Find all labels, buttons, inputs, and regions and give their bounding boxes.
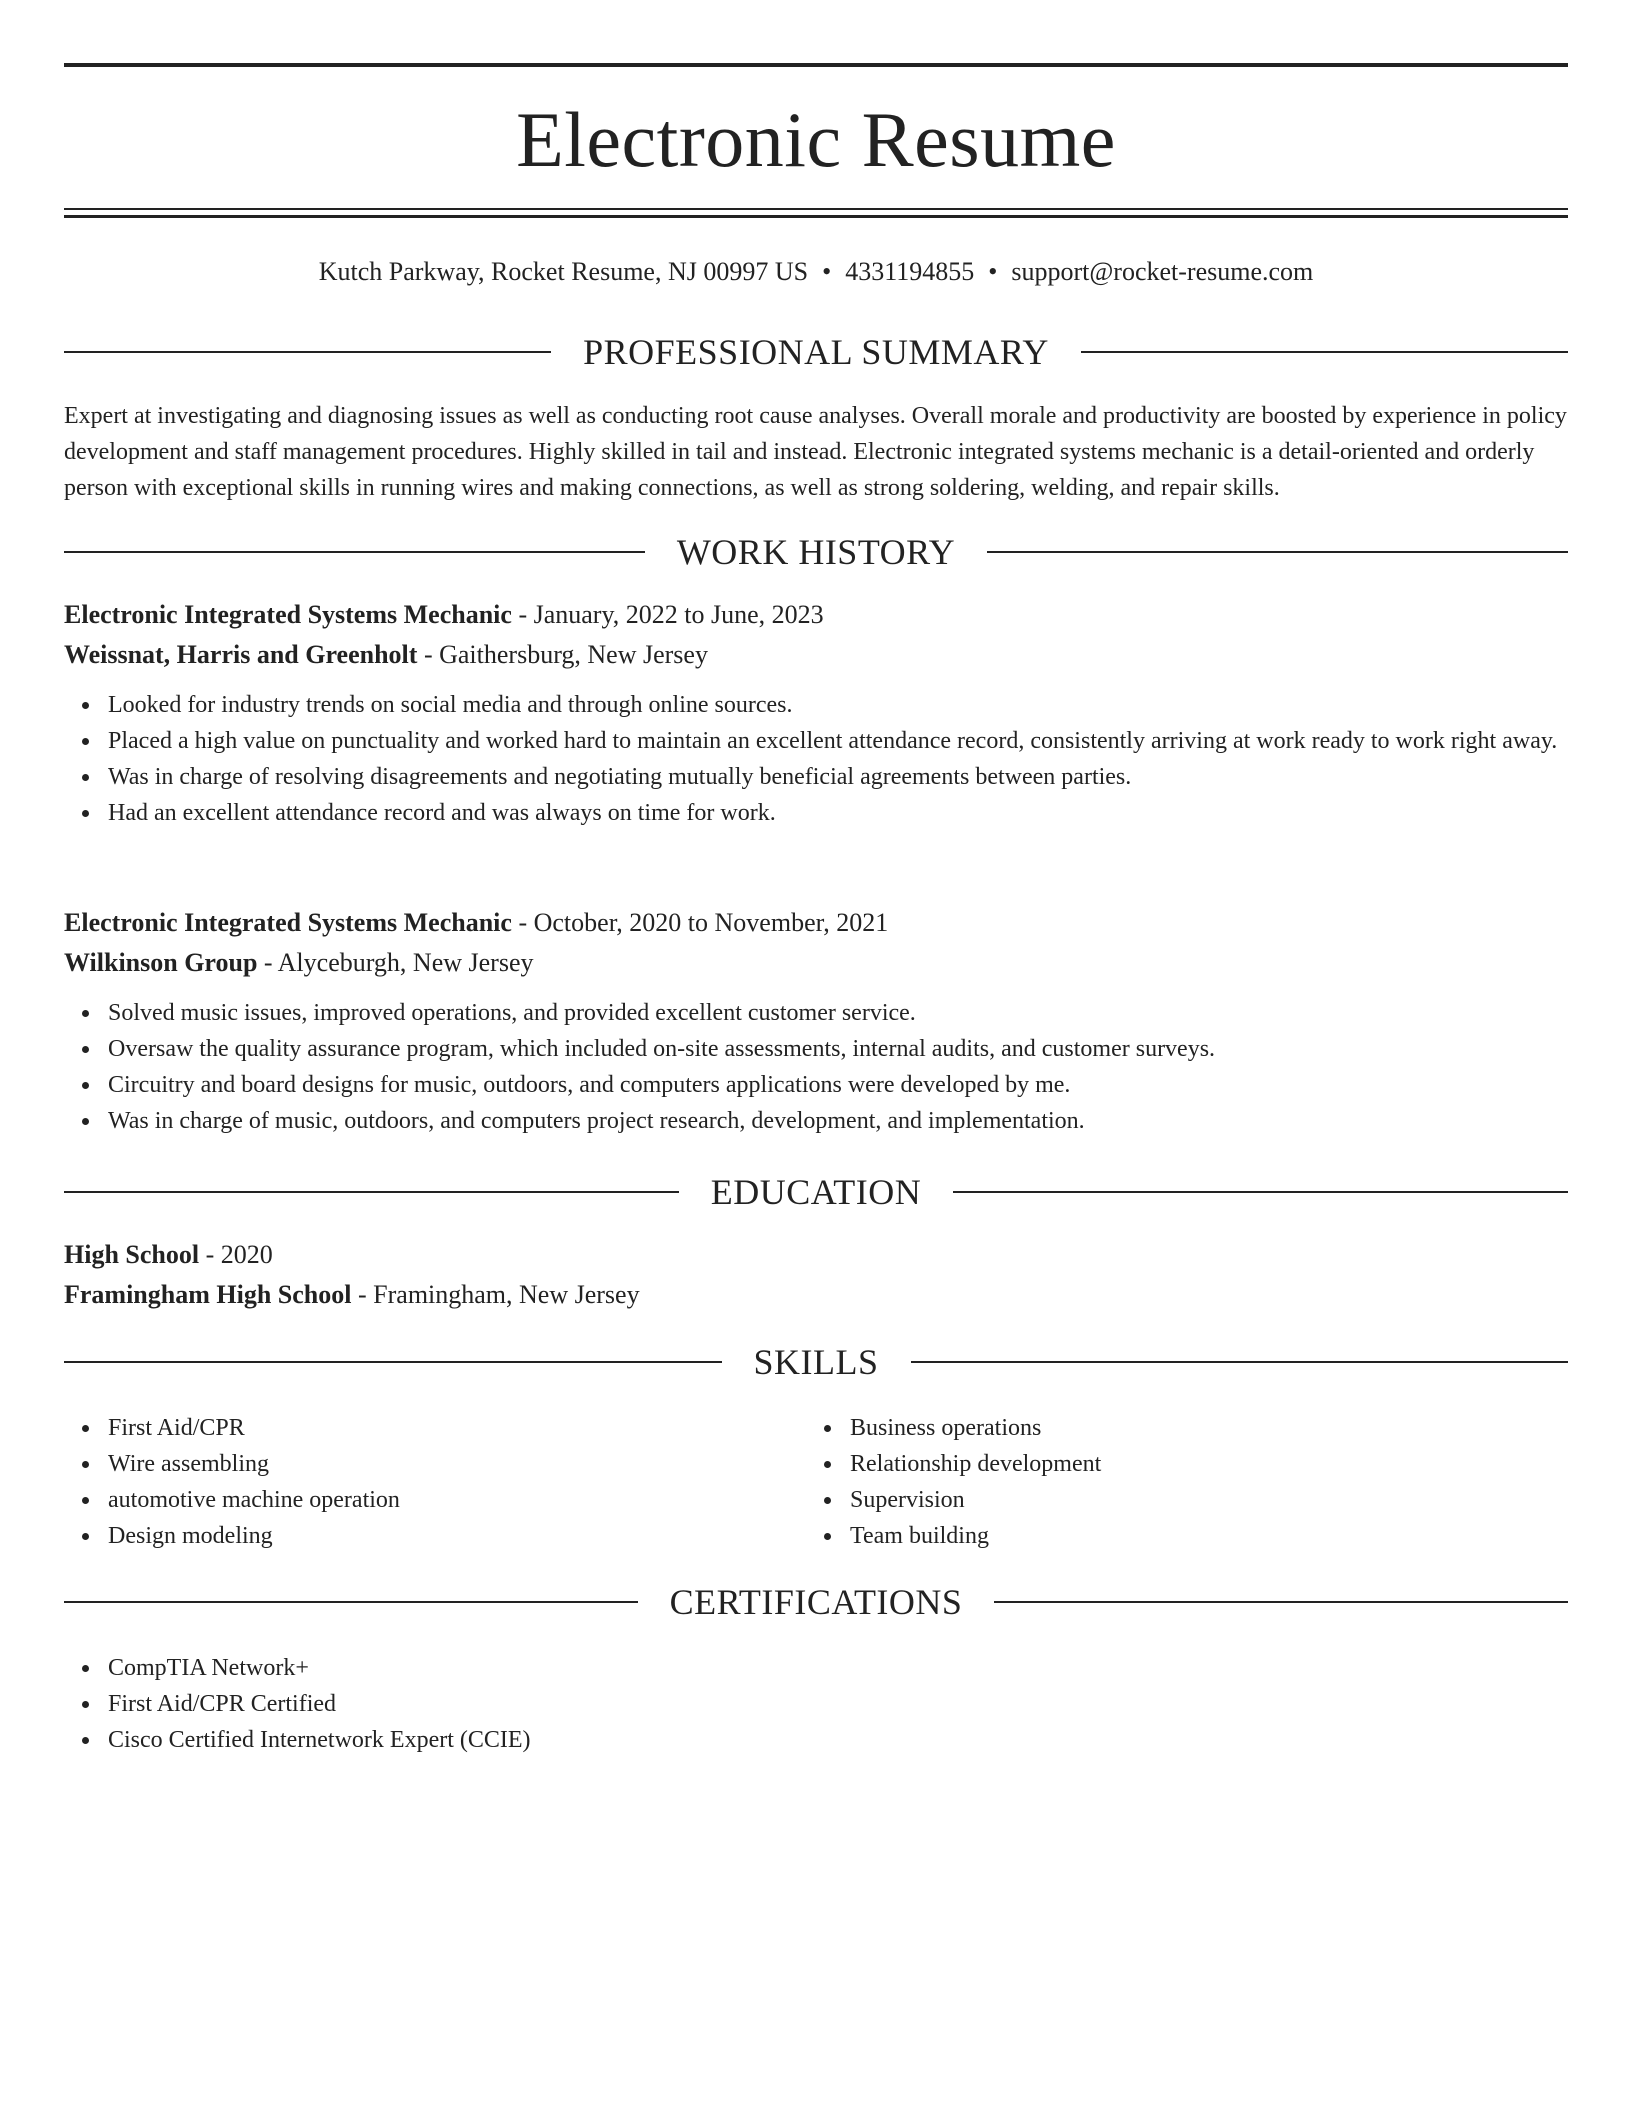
education-school: Framingham High School [64,1280,352,1309]
education-degree: High School [64,1240,200,1269]
contact-line [64,254,1568,290]
list-item: Supervision [850,1482,1548,1518]
education-degree-line: High School - 2020 [64,1240,273,1269]
heading-rule [987,551,1568,553]
list-item: Circuitry and board designs for music, outdoors, and computers applications were developed by me. [108,1067,1568,1103]
list-item: Was in charge of resolving disagreements and negotiating mutually beneficial agreements between parties. [108,759,1568,795]
section-heading-education [64,1170,1568,1214]
list-item: Design modeling [108,1518,806,1554]
list-item: Solved music issues, improved operations, and provided excellent customer service. [108,995,1568,1031]
heading-rule [994,1601,1568,1603]
list-item: Looked for industry trends on social media and through online sources. [108,687,1568,723]
job-title-line: Electronic Integrated Systems Mechanic - January, 2022 to June, 2023 [64,600,824,629]
list-item: Had an excellent attendance record and was always on time for work. [108,795,1568,831]
job-company-line: Weissnat, Harris and Greenholt - Gaithersburg, New Jersey [64,640,708,669]
heading-rule [64,1601,638,1603]
list-item: Wire assembling [108,1446,806,1482]
contact-separator: • [822,257,832,286]
job-company: Wilkinson Group [64,948,258,977]
summary-text: Expert at investigating and diagnosing issues as well as conducting root cause analyses. Overall morale and productivity are boosted by experience in policy development and staff management procedures. Highly skilled in tail and instead. Electronic integrated systems mechanic is a detail-oriented and orderly person with exceptional skills in running wires and making connections, as well as strong soldering, welding, and repair skills. [64,403,1567,501]
section-heading-work [64,530,1568,574]
education-year: 2020 [220,1240,273,1269]
job-bullets [64,687,1568,831]
certifications-list [64,1650,1568,1758]
certifications-list-wrap [64,1650,1568,1758]
section-heading-certifications [64,1580,1568,1624]
list-item: Relationship development [850,1446,1548,1482]
job-title: Electronic Integrated Systems Mechanic [64,908,512,937]
section-title: WORK HISTORY [676,532,956,572]
header-top-rule [64,63,1568,67]
section-title: SKILLS [753,1342,879,1382]
list-item: Was in charge of music, outdoors, and computers project research, development, and implementation. [108,1103,1568,1139]
heading-rule [64,351,551,353]
heading-rule [64,1361,722,1363]
section-title: CERTIFICATIONS [669,1582,963,1622]
job-location: Gaithersburg, New Jersey [439,640,708,669]
list-item: CompTIA Network+ [108,1650,1568,1686]
section-heading-summary [64,330,1568,374]
contact-email: support@rocket-resume.com [1011,257,1314,286]
education-entry [64,1235,1568,1315]
list-item: First Aid/CPR [108,1410,806,1446]
skills-list [806,1410,1548,1554]
job-dates: October, 2020 to November, 2021 [533,908,889,937]
job-dates: January, 2022 to June, 2023 [533,600,824,629]
skills-column-left [64,1410,806,1554]
heading-rule [911,1361,1569,1363]
skills-column-right [806,1410,1548,1554]
section-heading-skills [64,1340,1568,1384]
job-company: Weissnat, Harris and Greenholt [64,640,418,669]
job-location: Alyceburgh, New Jersey [277,948,534,977]
section-title: PROFESSIONAL SUMMARY [583,332,1049,372]
list-item: Business operations [850,1410,1548,1446]
heading-rule [1081,351,1568,353]
contact-address: Kutch Parkway, Rocket Resume, NJ 00997 US [318,257,809,286]
job-title-line: Electronic Integrated Systems Mechanic - October, 2020 to November, 2021 [64,908,889,937]
list-item: Cisco Certified Internetwork Expert (CCIE) [108,1722,1568,1758]
list-item: Oversaw the quality assurance program, which included on-site assessments, internal audits, and customer surveys. [108,1031,1568,1067]
heading-rule [953,1191,1568,1193]
education-school-line: Framingham High School - Framingham, New Jersey [64,1280,640,1309]
contact-separator: • [988,257,998,286]
list-item: Placed a high value on punctuality and worked hard to maintain an excellent attendance record, consistently arriving at work ready to work right away. [108,723,1568,759]
skills-list [64,1410,806,1554]
list-item: First Aid/CPR Certified [108,1686,1568,1722]
job-company-line: Wilkinson Group - Alyceburgh, New Jersey [64,948,534,977]
contact-phone: 4331194855 [845,257,975,286]
section-title: EDUCATION [710,1172,922,1212]
list-item: Team building [850,1518,1548,1554]
job-bullets [64,995,1568,1139]
heading-rule [64,551,645,553]
header-double-rule [64,208,1568,218]
job-entry [64,595,1568,831]
resume-name: Electronic Resume [516,96,1116,183]
skills-columns [64,1410,1568,1554]
job-title: Electronic Integrated Systems Mechanic [64,600,512,629]
education-location: Framingham, New Jersey [373,1280,640,1309]
list-item: automotive machine operation [108,1482,806,1518]
heading-rule [64,1191,679,1193]
job-entry [64,903,1568,1139]
